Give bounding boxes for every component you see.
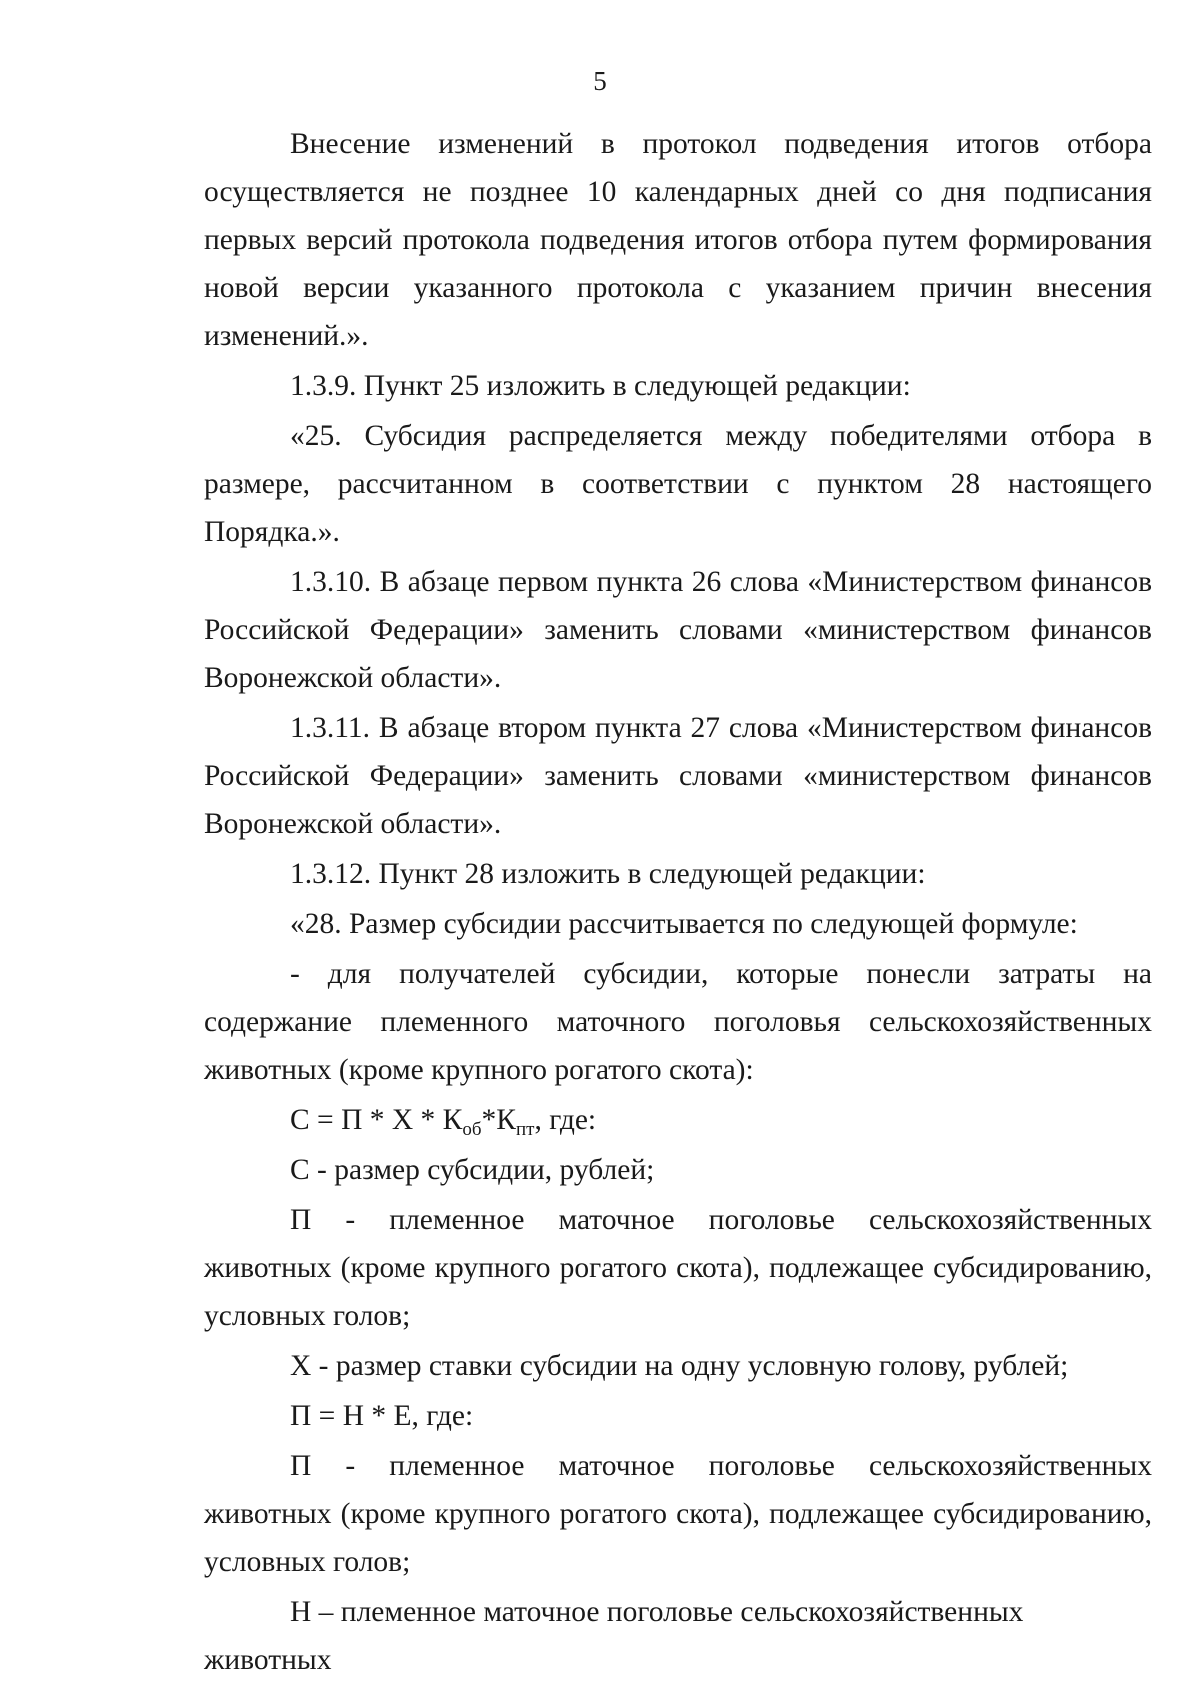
- formula-subscript-ob: об: [462, 1119, 482, 1140]
- paragraph-item-28: «28. Размер субсидии рассчитывается по следующей формуле:: [290, 908, 1078, 940]
- paragraph-recipients: - для получателей субсидии, которые понесли затраты на содержание племенного маточного поголовья сельскохозяйственных животных (кроме крупного рогатого скота):: [204, 958, 1152, 1086]
- paragraph-1-3-9: 1.3.9. Пункт 25 изложить в следующей редакции:: [290, 370, 911, 402]
- paragraph-1-3-11: 1.3.11. В абзаце втором пункта 27 слова «Министерством финансов Российской Федерации» заменить словами «министерством финансов Воронежской области».: [204, 712, 1152, 840]
- definition-x: Х - размер ставки субсидии на одну условную голову, рублей;: [290, 1350, 1069, 1382]
- definition-p-repeat: П - племенное маточное поголовье сельскохозяйственных животных (кроме крупного рогатого скота), подлежащее субсидированию, условных голов;: [204, 1450, 1152, 1578]
- formula-lead: С = П * Х * К: [290, 1104, 463, 1136]
- formula-subsidy: [204, 1096, 1152, 1144]
- paragraph-amendment-note: Внесение изменений в протокол подведения итогов отбора осуществляется не позднее 10 календарных дней со дня подписания первых версий протокола подведения итогов отбора путем формирования новой версии указанного протокола с указанием причин внесения изменений.».: [204, 128, 1152, 352]
- paragraph-item-25: «25. Субсидия распределяется между победителями отбора в размере, рассчитанном в соответствии с пунктом 28 настоящего Порядка.».: [204, 420, 1152, 548]
- formula-tail: , где:: [534, 1104, 597, 1136]
- formula-mid: *К: [481, 1104, 516, 1136]
- paragraph-1-3-12: 1.3.12. Пункт 28 изложить в следующей редакции:: [290, 858, 926, 890]
- paragraph-1-3-10: 1.3.10. В абзаце первом пункта 26 слова «Министерством финансов Российской Федерации» заменить словами «министерством финансов Воронежской области».: [204, 566, 1152, 694]
- page-number: 5: [593, 66, 607, 96]
- definition-p: П - племенное маточное поголовье сельскохозяйственных животных (кроме крупного рогатого скота), подлежащее субсидированию, условных голов;: [204, 1204, 1152, 1332]
- definition-n: Н – племенное маточное поголовье сельскохозяйственных животных: [204, 1596, 1024, 1676]
- document-body: [204, 120, 1152, 1686]
- formula-subscript-pt: пт: [515, 1119, 535, 1140]
- formula-livestock: П = Н * Е, где:: [290, 1400, 474, 1432]
- definition-c: С - размер субсидии, рублей;: [290, 1154, 655, 1186]
